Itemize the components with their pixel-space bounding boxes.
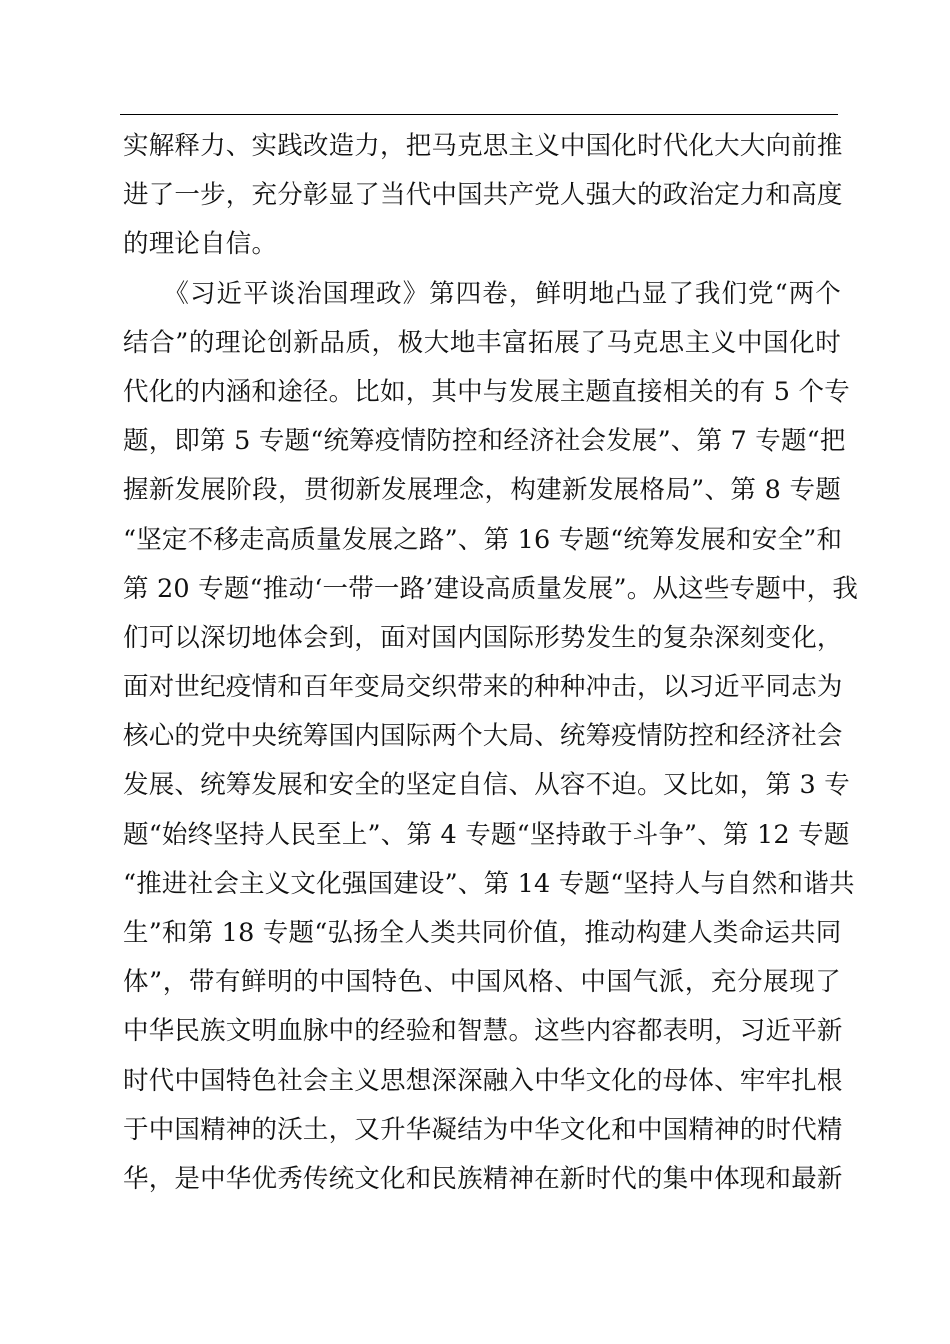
text-line: 的理论自信。: [123, 229, 278, 260]
text-line: 于中国精神的沃土，又升华凝结为中华文化和中国精神的时代精: [123, 1114, 843, 1145]
text-line: 进了一步，充分彰显了当代中国共产党人强大的政治定力和高度: [123, 180, 843, 211]
text-line: 面对世纪疫情和百年变局交织带来的种种冲击，以习近平同志为: [123, 672, 843, 703]
text-line: 时代中国特色社会主义思想深深融入中华文化的母体、牢牢扎根: [123, 1065, 843, 1096]
text-line: 结合”的理论创新品质，极大地丰富拓展了马克思主义中国化时: [123, 327, 841, 358]
text-line: 第 20 专题“推动‘一带一路’建设高质量发展”。从这些专题中，我: [123, 573, 859, 604]
text-line: 体”，带有鲜明的中国特色、中国风格、中国气派，充分展现了: [123, 967, 841, 998]
text-line: 实解释力、实践改造力，把马克思主义中国化时代化大大向前推: [123, 131, 843, 161]
text-line: “坚定不移走高质量发展之路”、第 16 专题“统筹发展和安全”和: [123, 524, 843, 555]
text-line: 《习近平谈治国理政》第四卷，鲜明地凸显了我们党“两个: [123, 278, 841, 309]
text-line: 生”和第 18 专题“弘扬全人类共同价值，推动构建人类命运共同: [123, 918, 842, 948]
text-line: 核心的党中央统筹国内国际两个大局、统筹疫情防控和经济社会: [123, 721, 843, 752]
text-line: 华，是中华优秀传统文化和民族精神在新时代的集中体现和最新: [123, 1163, 843, 1194]
text-line: “推进社会主义文化强国建设”、第 14 专题“坚持人与自然和谐共: [123, 868, 855, 899]
text-line: 握新发展阶段，贯彻新发展理念，构建新发展格局”、第 8 专题: [123, 475, 841, 506]
text-line: 题，即第 5 专题“统筹疫情防控和经济社会发展”、第 7 专题“把: [123, 426, 846, 457]
text-line: 代化的内涵和途径。比如，其中与发展主题直接相关的有 5 个专: [123, 376, 850, 407]
body-text: [123, 122, 859, 1204]
text-line: 题“始终坚持人民至上”、第 4 专题“坚持敢于斗争”、第 12 专题: [123, 819, 850, 850]
text-line: 发展、统筹发展和安全的坚定自信、从容不迫。又比如，第 3 专: [123, 770, 850, 801]
text-line: 们可以深切地体会到，面对国内国际形势发生的复杂深刻变化，: [123, 622, 843, 653]
header-rule: [120, 114, 838, 115]
text-line: 中华民族文明血脉中的经验和智慧。这些内容都表明，习近平新: [123, 1016, 843, 1047]
